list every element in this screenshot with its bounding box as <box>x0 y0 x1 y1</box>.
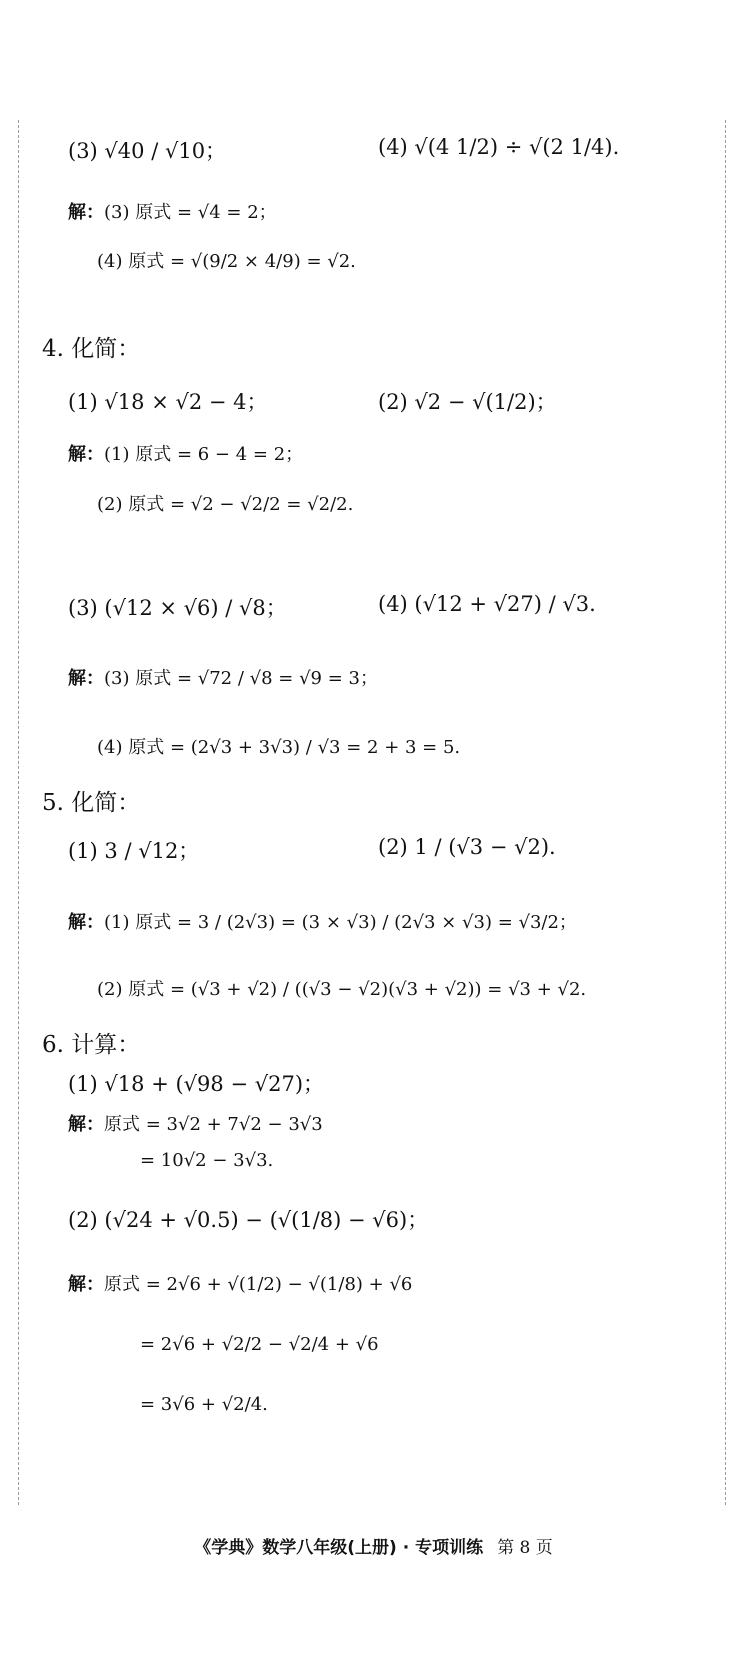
problem-3-3: (3) √40 / √10； <box>68 139 227 163</box>
solution-4-2: (2) 原式 = √2 − √2/2 = √2/2. <box>97 494 354 515</box>
solution-3-3 <box>68 198 277 224</box>
solution-3-3-text: (3) 原式 = √4 = 2； <box>104 202 277 223</box>
solution-label: 解： <box>68 202 104 223</box>
solution-label: 解： <box>68 912 104 933</box>
solution-5-1-text: (1) 原式 = 3 / (2√3) = (3 × √3) / (2√3 × √3) = √3/2； <box>104 912 577 933</box>
solution-label: 解： <box>68 444 104 465</box>
problem-5-1: (1) 3 / √12； <box>68 839 200 863</box>
problem-5-2: (2) 1 / (√3 − √2). <box>378 835 556 859</box>
solution-6-1-text-a: 原式 = 3√2 + 7√2 − 3√3 <box>104 1114 323 1135</box>
section-6-title: 6. 计算： <box>42 1032 141 1058</box>
problem-6-2: (2) (√24 + √0.5) − (√(1/8) − √6)； <box>68 1208 429 1232</box>
solution-label: 解： <box>68 1114 104 1135</box>
solution-label: 解： <box>68 668 104 689</box>
solution-6-1-line-2: = 10√2 − 3√3. <box>140 1150 274 1171</box>
solution-5-2: (2) 原式 = (√3 + √2) / ((√3 − √2)(√3 + √2)) = √3 + √2. <box>97 979 587 1000</box>
solution-4-3-text: (3) 原式 = √72 / √8 = √9 = 3； <box>104 668 378 689</box>
page-number: 第 8 页 <box>497 1538 553 1558</box>
solution-6-2-text-a: 原式 = 2√6 + √(1/2) − √(1/8) + √6 <box>104 1274 413 1295</box>
problem-4-1: (1) √18 × √2 − 4； <box>68 390 268 414</box>
problem-4-3: (3) (√12 × √6) / √8； <box>68 596 287 620</box>
solution-4-3 <box>68 664 378 690</box>
solution-4-4: (4) 原式 = (2√3 + 3√3) / √3 = 2 + 3 = 5. <box>97 737 461 758</box>
solution-6-2-line-1 <box>68 1270 412 1296</box>
problem-3-4: (4) √(4 1/2) ÷ √(2 1/4). <box>378 135 620 159</box>
left-dashed-margin <box>18 120 19 1505</box>
solution-label: 解： <box>68 1274 104 1295</box>
solution-3-4: (4) 原式 = √(9/2 × 4/9) = √2. <box>97 251 356 272</box>
solution-5-1 <box>68 908 577 934</box>
page-footer <box>0 1533 747 1558</box>
problem-4-2: (2) √2 − √(1/2)； <box>378 390 557 414</box>
solution-6-2-line-3: = 3√6 + √2/4. <box>140 1394 268 1415</box>
solution-6-1-line-1 <box>68 1110 323 1136</box>
section-4-title: 4. 化简： <box>42 336 141 362</box>
solution-4-1 <box>68 440 303 466</box>
problem-6-1: (1) √18 + (√98 − √27)； <box>68 1072 325 1096</box>
section-5-title: 5. 化简： <box>42 790 141 816</box>
footer-title: 《学典》数学八年级(上册) · 专项训练 <box>194 1538 484 1558</box>
solution-6-2-line-2: = 2√6 + √2/2 − √2/4 + √6 <box>140 1334 379 1355</box>
solution-4-1-text: (1) 原式 = 6 − 4 = 2； <box>104 444 304 465</box>
right-dashed-margin <box>725 120 726 1505</box>
problem-4-4: (4) (√12 + √27) / √3. <box>378 592 596 616</box>
